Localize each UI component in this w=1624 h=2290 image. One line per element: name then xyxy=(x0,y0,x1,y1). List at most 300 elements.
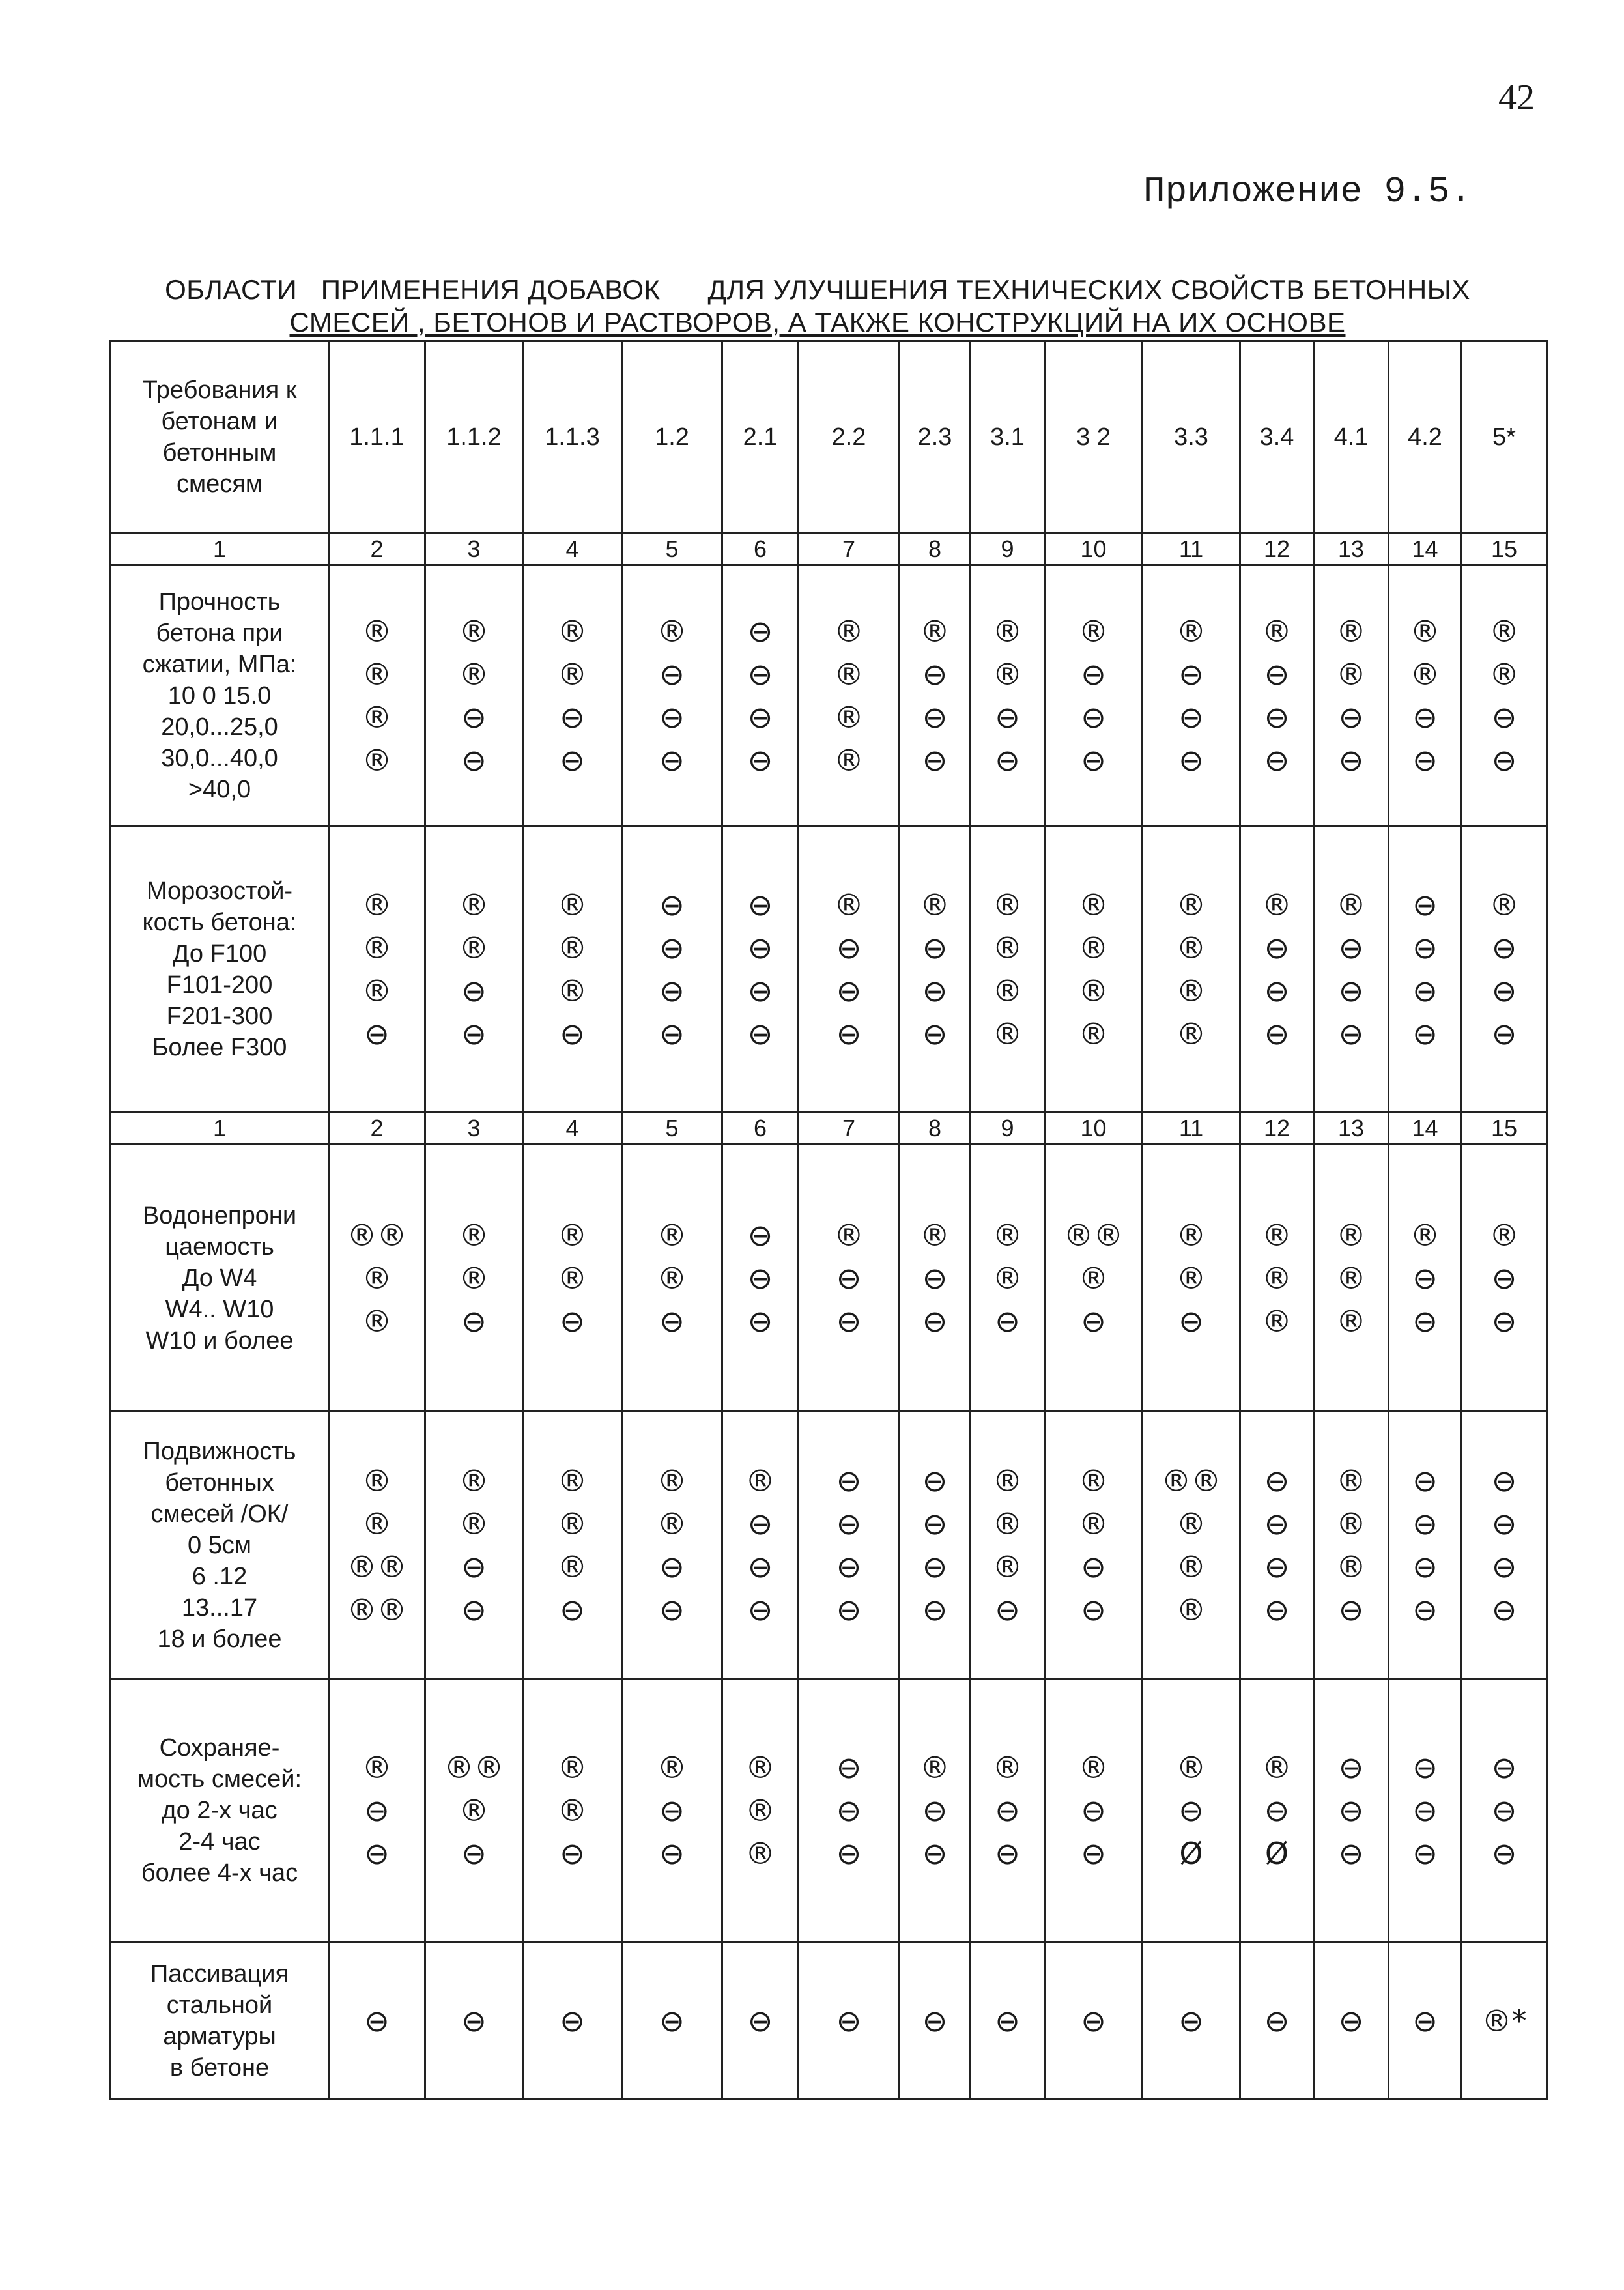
rating-symbol: ⊖ xyxy=(747,1592,773,1627)
section-label-line: Пассивация xyxy=(150,1960,289,1988)
column-number: 6 xyxy=(722,1113,799,1145)
rating-symbol: ⊖ xyxy=(1491,1303,1517,1339)
rating-symbol: ® xyxy=(992,1506,1023,1541)
rating-symbol: ® xyxy=(834,613,864,649)
rating-symbol: ⊖ xyxy=(1338,1750,1364,1785)
rating-symbol: ⊖ xyxy=(922,1836,948,1871)
rating-cell xyxy=(1045,565,1143,826)
rating-cell xyxy=(1240,1943,1314,2099)
rating-symbol: ® xyxy=(1489,613,1519,649)
rating-symbol: ⊖ xyxy=(364,1793,390,1828)
rating-symbol: ® xyxy=(557,1549,588,1584)
rating-symbol: ⊖ xyxy=(836,1592,862,1627)
section-label-line: 30,0...40,0 xyxy=(161,744,278,772)
section-label-line: >40,0 xyxy=(188,775,251,803)
rating-symbol: ⊖ xyxy=(1412,1793,1438,1828)
rating-symbol: ⊖ xyxy=(1338,1836,1364,1871)
column-header: 2.1 xyxy=(722,341,799,534)
rating-symbol: ® xyxy=(992,1549,1023,1584)
column-header: 3.4 xyxy=(1240,341,1314,534)
rating-symbol: ⊖ xyxy=(836,1260,862,1296)
rating-symbol: ⊖ xyxy=(461,1549,487,1584)
rating-symbol: ⊖ xyxy=(461,1836,487,1871)
rating-symbol: ⊖ xyxy=(560,1303,585,1339)
column-number: 4 xyxy=(523,534,622,565)
rating-symbol: ⊖ xyxy=(461,2003,487,2039)
rating-symbol: ⊖ xyxy=(922,1506,948,1541)
rating-symbol: ® xyxy=(1078,1506,1109,1541)
rating-symbol: ⊖ xyxy=(1491,1750,1517,1785)
rating-symbol: ⊖ xyxy=(1264,742,1290,778)
column-number: 2 xyxy=(329,1113,425,1145)
section-label-line: 0 5см xyxy=(188,1531,251,1559)
rating-symbol: ⊖ xyxy=(922,1016,948,1052)
rating-symbol: ⊖ xyxy=(659,1303,685,1339)
rating-symbol: ⊖ xyxy=(1491,1793,1517,1828)
rating-symbol: ® xyxy=(557,656,588,692)
rating-symbol: ⊖ xyxy=(1338,699,1364,735)
section-label-line: 2-4 час xyxy=(178,1828,261,1855)
rating-symbol: ⊖ xyxy=(1412,930,1438,966)
rating-symbol: ® xyxy=(992,1463,1023,1498)
rating-cell xyxy=(1240,826,1314,1113)
section-label xyxy=(111,1412,329,1679)
rating-symbol: ® xyxy=(920,1750,950,1785)
rating-symbol: ⊖ xyxy=(1491,742,1517,778)
rating-symbol: ® xyxy=(1262,887,1292,923)
rating-symbol: ⊖ xyxy=(659,930,685,966)
rating-symbol: ⊖ xyxy=(1264,656,1290,692)
rating-symbol: ® xyxy=(745,1836,775,1871)
title-line-2: СМЕСЕЙ , БЕТОНОВ И РАСТВОРОВ, А ТАКЖЕ КОНСТРУКЦИЙ НА ИХ ОСНОВЕ xyxy=(289,307,1346,337)
rating-symbol: ® xyxy=(1176,1506,1206,1541)
rating-symbol: ⊖ xyxy=(995,1793,1020,1828)
rating-symbol: ® xyxy=(657,1463,687,1498)
column-header: 3.3 xyxy=(1143,341,1240,534)
column-number: 3 xyxy=(425,1113,523,1145)
rating-symbol: ® xyxy=(1176,1260,1206,1296)
rating-cell xyxy=(523,565,622,826)
rating-symbol: ⊖ xyxy=(836,1549,862,1584)
rating-cell xyxy=(1314,1679,1389,1943)
column-number: 14 xyxy=(1389,534,1462,565)
column-number: 10 xyxy=(1045,534,1143,565)
rating-symbol: ⊖ xyxy=(836,930,862,966)
rating-symbol: ⊖ xyxy=(1412,1303,1438,1339)
rating-symbol: ® xyxy=(1336,1260,1366,1296)
rating-cell xyxy=(1240,1145,1314,1412)
rating-symbol: ® xyxy=(1336,1506,1366,1541)
rating-symbol: ⊖ xyxy=(1491,1592,1517,1627)
additives-table xyxy=(109,340,1548,2100)
rating-symbol: ⊖ xyxy=(995,1836,1020,1871)
rating-symbol: ® xyxy=(992,656,1023,692)
rating-symbol: ® xyxy=(1262,1260,1292,1296)
rating-cell xyxy=(1314,1943,1389,2099)
page-number: 42 xyxy=(1498,78,1535,118)
rating-cell xyxy=(971,826,1045,1113)
rating-symbol: ® xyxy=(992,1217,1023,1253)
rating-cell xyxy=(722,1145,799,1412)
column-number: 9 xyxy=(971,1113,1045,1145)
rating-symbol: ⊖ xyxy=(922,2003,948,2039)
rating-symbol: ® xyxy=(1078,973,1109,1009)
rating-symbol: ® xyxy=(362,973,392,1009)
rating-cell xyxy=(971,1412,1045,1679)
rating-cell xyxy=(1143,1679,1240,1943)
rating-symbol: ®® xyxy=(444,1750,504,1785)
rating-symbol: ⊖ xyxy=(560,1592,585,1627)
rating-symbol: ®® xyxy=(347,1592,407,1627)
column-header: 1.1.1 xyxy=(329,341,425,534)
rating-symbol: ® xyxy=(1078,1463,1109,1498)
header-label-line: бетонным xyxy=(162,439,277,466)
rating-cell xyxy=(1314,1145,1389,1412)
rating-symbol: ⊖ xyxy=(1338,2003,1364,2039)
column-number: 13 xyxy=(1314,534,1389,565)
section-label-line: бетона при xyxy=(156,619,283,647)
rating-symbol: ® xyxy=(1489,887,1519,923)
section-label xyxy=(111,1943,329,2099)
section-label-line: Водонепрони xyxy=(142,1201,297,1229)
rating-symbol: ® xyxy=(1176,613,1206,649)
column-header: 2.2 xyxy=(799,341,900,534)
column-header: 4.1 xyxy=(1314,341,1389,534)
section-label-line: Подвижность xyxy=(143,1437,296,1465)
header-label-line: Требования к xyxy=(142,377,297,404)
rating-symbol: ⊖ xyxy=(836,1303,862,1339)
rating-symbol: ⊖ xyxy=(747,930,773,966)
rating-cell xyxy=(900,1679,971,1943)
rating-symbol: ⊖ xyxy=(364,1016,390,1052)
rating-symbol: ⊖ xyxy=(836,1750,862,1785)
rating-symbol: ⊖ xyxy=(747,2003,773,2039)
rating-cell xyxy=(1462,1943,1547,2099)
rating-symbol: ⊖ xyxy=(1081,1303,1106,1339)
column-number: 8 xyxy=(900,534,971,565)
rating-symbol: ⊖ xyxy=(1412,742,1438,778)
rating-symbol: ⊖ xyxy=(922,930,948,966)
column-number: 11 xyxy=(1143,1113,1240,1145)
section-label-line: бетонных xyxy=(165,1468,274,1496)
column-number: 13 xyxy=(1314,1113,1389,1145)
rating-symbol: ⊖ xyxy=(747,973,773,1009)
rating-symbol: ® xyxy=(1336,1303,1366,1339)
rating-symbol: ⊖ xyxy=(1178,742,1204,778)
rating-symbol: ⊖ xyxy=(1491,1016,1517,1052)
section-label-line: 6 .12 xyxy=(192,1562,248,1590)
rating-symbol: ® xyxy=(1262,613,1292,649)
section-row xyxy=(111,1412,1547,1679)
rating-symbol: ® xyxy=(557,973,588,1009)
rating-symbol: ⊖ xyxy=(1264,1016,1290,1052)
rating-symbol: ⊖ xyxy=(747,1016,773,1052)
rating-symbol: ⊖ xyxy=(1412,1592,1438,1627)
rating-symbol: ® xyxy=(557,930,588,966)
rating-symbol: ® xyxy=(920,887,950,923)
rating-symbol: ⊖ xyxy=(461,1303,487,1339)
rating-symbol: ® xyxy=(1336,613,1366,649)
rating-cell xyxy=(722,1679,799,1943)
section-label-line: Более F300 xyxy=(152,1033,287,1061)
section-label-line: кость бетона: xyxy=(142,908,297,936)
column-header: 1.1.2 xyxy=(425,341,523,534)
rating-cell xyxy=(722,1412,799,1679)
rating-symbol: ® xyxy=(362,1303,392,1339)
rating-cell xyxy=(622,1679,722,1943)
rating-cell xyxy=(1462,1145,1547,1412)
rating-cell xyxy=(1045,1412,1143,1679)
rating-cell xyxy=(722,826,799,1113)
column-header: 3.1 xyxy=(971,341,1045,534)
rating-symbol: ® xyxy=(1489,656,1519,692)
rating-cell xyxy=(329,826,425,1113)
rating-symbol: ⊖ xyxy=(1491,1260,1517,1296)
rating-cell xyxy=(971,1943,1045,2099)
rating-symbol: ⊖ xyxy=(659,699,685,735)
rating-symbol: ® xyxy=(557,613,588,649)
rating-symbol: ® xyxy=(459,887,489,923)
rating-symbol: ⊖ xyxy=(1491,1506,1517,1541)
rating-symbol: ® xyxy=(362,887,392,923)
rating-symbol: ⊖ xyxy=(747,699,773,735)
rating-symbol: ® xyxy=(557,1260,588,1296)
rating-symbol: ⊖ xyxy=(922,1592,948,1627)
rating-symbol: ⊖ xyxy=(1412,699,1438,735)
rating-symbol: ® xyxy=(745,1750,775,1785)
column-header: 2.3 xyxy=(900,341,971,534)
rating-symbol: ® xyxy=(1176,887,1206,923)
section-label xyxy=(111,1679,329,1943)
section-row xyxy=(111,1679,1547,1943)
rating-symbol: ⊖ xyxy=(1412,1549,1438,1584)
rating-symbol: ® xyxy=(459,930,489,966)
section-row xyxy=(111,1943,1547,2099)
rating-symbol: ®® xyxy=(1063,1217,1124,1253)
section-label-line: W10 и более xyxy=(145,1326,294,1354)
column-number: 4 xyxy=(523,1113,622,1145)
rating-cell xyxy=(1143,565,1240,826)
section-label-line: мость смесей: xyxy=(137,1766,302,1793)
rating-symbol: ⊖ xyxy=(995,1303,1020,1339)
section-label xyxy=(111,565,329,826)
column-header: 3 2 xyxy=(1045,341,1143,534)
rating-symbol: ⊖ xyxy=(836,1463,862,1498)
rating-symbol: ⊖ xyxy=(1264,1549,1290,1584)
rating-symbol: ⊖ xyxy=(1264,699,1290,735)
rating-symbol: ⊖ xyxy=(1178,699,1204,735)
rating-symbol: ⊖ xyxy=(747,1217,773,1253)
rating-symbol: ⊖ xyxy=(364,2003,390,2039)
column-number: 3 xyxy=(425,534,523,565)
rating-symbol: ⊖ xyxy=(1081,1836,1106,1871)
section-label xyxy=(111,1145,329,1412)
column-number: 12 xyxy=(1240,1113,1314,1145)
rating-cell xyxy=(425,565,523,826)
rating-symbol: ⊖ xyxy=(1338,1016,1364,1052)
section-row xyxy=(111,826,1547,1113)
column-number: 6 xyxy=(722,534,799,565)
header-row xyxy=(111,341,1547,534)
rating-symbol: ® xyxy=(1262,1303,1292,1339)
rating-symbol: ⊖ xyxy=(995,742,1020,778)
rating-symbol: ® xyxy=(1176,1016,1206,1052)
rating-cell xyxy=(1045,1679,1143,1943)
column-number: 15 xyxy=(1462,534,1547,565)
rating-symbol: ⊖ xyxy=(1412,1260,1438,1296)
rating-symbol: ® xyxy=(1176,1592,1206,1627)
header-label-line: бетонам и xyxy=(161,408,278,435)
column-number: 7 xyxy=(799,534,900,565)
rating-symbol: ⊖ xyxy=(1412,2003,1438,2039)
rating-symbol: ⊖ xyxy=(659,742,685,778)
rating-symbol: ⊖ xyxy=(461,973,487,1009)
rating-symbol: ® xyxy=(1336,1217,1366,1253)
rating-symbol: ® xyxy=(834,699,864,735)
rating-symbol: ® xyxy=(1078,930,1109,966)
section-row xyxy=(111,1145,1547,1412)
rating-symbol: ⊖ xyxy=(659,1793,685,1828)
rating-symbol: ® xyxy=(657,1260,687,1296)
title-line-1: ОБЛАСТИ ПРИМЕНЕНИЯ ДОБАВОК ДЛЯ УЛУЧШЕНИЯ ТЕХНИЧЕСКИХ СВОЙСТВ БЕТОННЫХ xyxy=(165,274,1470,305)
rating-symbol: ⊖ xyxy=(1491,930,1517,966)
rating-symbol: ® xyxy=(1262,1217,1292,1253)
rating-symbol: ⊖ xyxy=(747,613,773,649)
rating-symbol: ® xyxy=(362,1463,392,1498)
rating-symbol: ⊖ xyxy=(1338,1592,1364,1627)
rating-symbol: ⊖ xyxy=(659,1836,685,1871)
rating-symbol: ⊖ xyxy=(1081,1793,1106,1828)
rating-symbol: ® xyxy=(920,1217,950,1253)
column-number-row xyxy=(111,1113,1547,1145)
rating-cell xyxy=(971,1145,1045,1412)
column-header: 5* xyxy=(1462,341,1547,534)
rating-symbol: ⊖ xyxy=(1264,1463,1290,1498)
header-label xyxy=(111,341,329,534)
rating-symbol: ® xyxy=(834,742,864,778)
rating-symbol: ⊖ xyxy=(747,1260,773,1296)
rating-symbol: ®® xyxy=(347,1549,407,1584)
rating-symbol: ⊖ xyxy=(560,1836,585,1871)
rating-symbol: ⊖ xyxy=(836,2003,862,2039)
rating-symbol: ® xyxy=(362,699,392,735)
rating-symbol: ⊖ xyxy=(922,1303,948,1339)
section-label-line: смесей /ОК/ xyxy=(150,1500,289,1528)
rating-symbol: ® xyxy=(992,1750,1023,1785)
section-label-line: 13...17 xyxy=(181,1594,258,1622)
rating-symbol: ⊖ xyxy=(1264,2003,1290,2039)
rating-symbol: ®® xyxy=(347,1217,407,1253)
rating-symbol: ® xyxy=(459,1506,489,1541)
rating-cell xyxy=(523,826,622,1113)
rating-cell xyxy=(1389,1679,1462,1943)
rating-cell xyxy=(523,1412,622,1679)
rating-cell xyxy=(799,565,900,826)
section-label-line: F101-200 xyxy=(166,971,273,999)
rating-symbol: ⊖ xyxy=(1412,1750,1438,1785)
rating-symbol: ® xyxy=(657,1217,687,1253)
rating-symbol: ⊖ xyxy=(1264,930,1290,966)
rating-symbol: ® xyxy=(1410,1217,1440,1253)
column-number: 15 xyxy=(1462,1113,1547,1145)
rating-symbol: ® xyxy=(362,1750,392,1785)
rating-symbol: ⊖ xyxy=(1264,1592,1290,1627)
rating-cell xyxy=(622,1943,722,2099)
header-label-line: смесям xyxy=(177,470,263,498)
rating-cell xyxy=(425,826,523,1113)
rating-symbol: ® xyxy=(834,1217,864,1253)
rating-symbol: ⊖ xyxy=(1081,1549,1106,1584)
rating-cell xyxy=(1045,826,1143,1113)
rating-symbol: ⊖ xyxy=(1338,1793,1364,1828)
rating-symbol: ® xyxy=(834,656,864,692)
rating-symbol: ⊖ xyxy=(364,1836,390,1871)
rating-symbol: ⊖ xyxy=(1178,656,1204,692)
rating-symbol: ⊖ xyxy=(1412,973,1438,1009)
rating-symbol: ⊖ xyxy=(836,1016,862,1052)
section-label-line: стальной xyxy=(166,1991,273,2019)
section-label-line: F201-300 xyxy=(166,1002,273,1030)
rating-symbol: ⊖ xyxy=(1081,699,1106,735)
rating-cell xyxy=(1143,1943,1240,2099)
column-number-row xyxy=(111,534,1547,565)
rating-symbol: ® xyxy=(1078,1016,1109,1052)
rating-symbol: ⊖ xyxy=(1081,1592,1106,1627)
rating-symbol: ® xyxy=(1176,1549,1206,1584)
rating-symbol: ® xyxy=(1176,1750,1206,1785)
rating-symbol: ⊖ xyxy=(1264,1793,1290,1828)
rating-symbol: ⊖ xyxy=(922,1463,948,1498)
rating-symbol: Ø xyxy=(1179,1836,1203,1871)
rating-cell xyxy=(1462,826,1547,1113)
rating-symbol: ⊖ xyxy=(659,1549,685,1584)
rating-symbol: ⊖ xyxy=(560,2003,585,2039)
rating-symbol: ⊖ xyxy=(836,1793,862,1828)
column-number: 8 xyxy=(900,1113,971,1145)
rating-symbol: ® xyxy=(459,613,489,649)
section-label-line: Прочность xyxy=(158,588,281,616)
rating-cell xyxy=(1462,1412,1547,1679)
appendix-label: Приложение 9.5. xyxy=(1143,171,1472,212)
column-number: 7 xyxy=(799,1113,900,1145)
section-label-line: сжатии, МПа: xyxy=(142,650,297,678)
rating-symbol: ⊖ xyxy=(747,1506,773,1541)
document-title xyxy=(107,274,1528,339)
rating-symbol: ® xyxy=(1078,1750,1109,1785)
rating-symbol: ® xyxy=(1336,1549,1366,1584)
rating-symbol: ® xyxy=(657,1750,687,1785)
column-number: 14 xyxy=(1389,1113,1462,1145)
column-number: 11 xyxy=(1143,534,1240,565)
rating-symbol: ⊖ xyxy=(1412,1463,1438,1498)
rating-cell xyxy=(425,1145,523,1412)
rating-symbol: ® xyxy=(745,1793,775,1828)
rating-cell xyxy=(1045,1943,1143,2099)
rating-symbol: ® xyxy=(1176,973,1206,1009)
section-label-line: До W4 xyxy=(182,1264,257,1292)
section-label-line: 20,0...25,0 xyxy=(161,713,278,741)
rating-cell xyxy=(1143,826,1240,1113)
rating-cell xyxy=(523,1943,622,2099)
column-number: 12 xyxy=(1240,534,1314,565)
rating-symbol: ® xyxy=(1078,1260,1109,1296)
column-number: 10 xyxy=(1045,1113,1143,1145)
rating-cell xyxy=(900,826,971,1113)
rating-cell xyxy=(799,1679,900,1943)
rating-symbol: ⊖ xyxy=(1338,742,1364,778)
rating-symbol: ® xyxy=(557,1793,588,1828)
rating-cell xyxy=(799,1943,900,2099)
